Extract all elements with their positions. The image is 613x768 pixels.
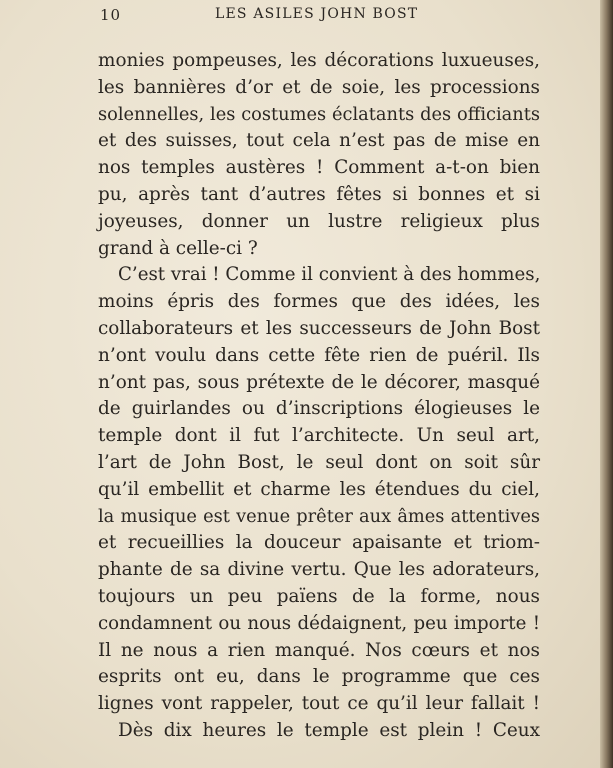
text-line: monies pompeuses, les décorations luxueuses, bbox=[98, 50, 540, 71]
text-line: solennelles, les costumes éclatants des officiants bbox=[98, 103, 540, 125]
text-line: condamnent ou nous dédaignent, peu importe ! bbox=[98, 612, 540, 634]
text-line: grand à celle-ci ? bbox=[98, 237, 258, 259]
page-edge bbox=[600, 0, 613, 768]
text-line: esprits ont eu, dans le programme que ces bbox=[98, 666, 540, 688]
text-line: lignes vont rappeler, tout ce qu’il leur fallait ! bbox=[98, 693, 540, 715]
body-text bbox=[98, 48, 540, 745]
text-line: l’art de John Bost, le seul dont on soit sûr bbox=[98, 451, 540, 473]
text-line: les bannières d’or et de soie, les processions bbox=[98, 76, 540, 98]
text-line: de guirlandes ou d’inscriptions élogieuses le bbox=[98, 398, 540, 420]
text-line: collaborateurs et les successeurs de John Bost bbox=[98, 317, 540, 339]
running-title: LES ASILES JOHN BOST bbox=[215, 6, 419, 22]
text-line: et des suisses, tout cela n’est pas de mise en bbox=[98, 130, 540, 152]
text-line: nos temples austères ! Comment a-t-on bien bbox=[98, 157, 540, 179]
text-line: la musique est venue prêter aux âmes attentives bbox=[98, 505, 540, 527]
text-line: n’ont pas, sous prétexte de le décorer, masqué bbox=[98, 371, 540, 393]
text-line: C’est vrai ! Comme il convient à des hommes, bbox=[118, 264, 541, 286]
page-number: 10 bbox=[100, 6, 122, 24]
text-line: Il ne nous a rien manqué. Nos cœurs et nos bbox=[98, 639, 540, 661]
text-line: pu, après tant d’autres fêtes si bonnes et si bbox=[98, 183, 540, 205]
text-line: moins épris des formes que des idées, les bbox=[98, 291, 540, 313]
text-line: joyeuses, donner un lustre religieux plus bbox=[98, 210, 540, 232]
text-line: phante de sa divine vertu. Que les adorateurs, bbox=[98, 559, 540, 581]
text-line: n’ont voulu dans cette fête rien de puéril. Ils bbox=[98, 344, 540, 366]
text-line: qu’il embellit et charme les étendues du ciel, bbox=[98, 478, 540, 500]
text-line: Dès dix heures le temple est plein ! Ceux bbox=[118, 719, 540, 741]
text-line: toujours un peu païens de la forme, nous bbox=[98, 585, 540, 607]
text-line: et recueillies la douceur apaisante et triom- bbox=[98, 532, 540, 554]
page-header bbox=[100, 6, 540, 30]
text-line: temple dont il fut l’architecte. Un seul art, bbox=[98, 425, 540, 447]
